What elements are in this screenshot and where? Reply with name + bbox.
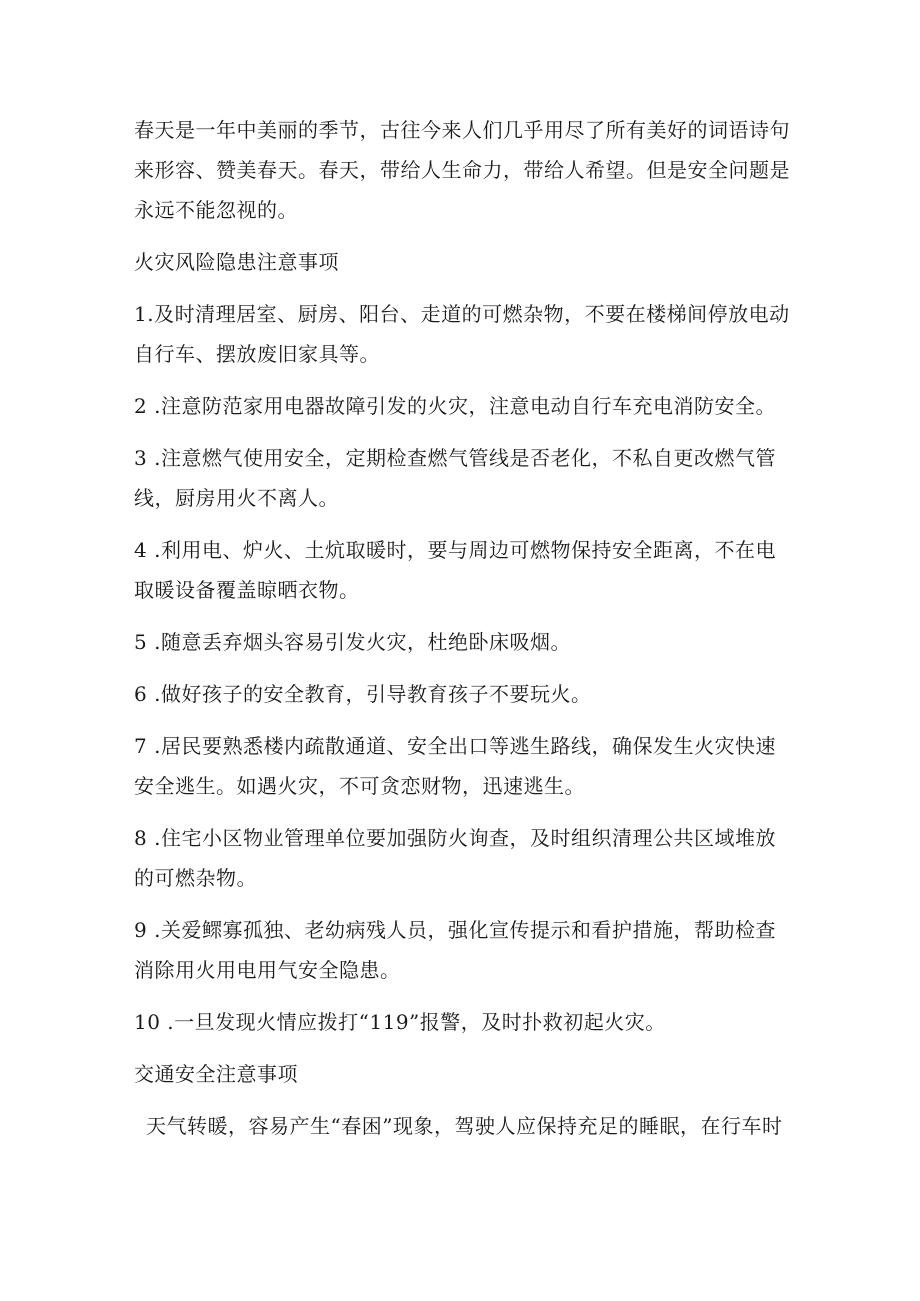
fire-item-6: 6 .做好孩子的安全教育，引导教育孩子不要玩火。 — [134, 682, 592, 706]
fire-item-7: 7 .居民要熟悉楼内疏散通道、安全出口等逃生路线，确保发生火灾快速安全逃生。如遇火灾，不可贪恋财物，迅速逃生。 — [134, 734, 776, 798]
fire-item-5: 5 .随意丢弃烟头容易引发火灾，杜绝卧床吸烟。 — [134, 630, 571, 654]
fire-item-8: 8 .住宅小区物业管理单位要加强防火询查，及时组织清理公共区域堆放的可燃杂物。 — [134, 826, 776, 890]
fire-item-2: 2 .注意防范家用电器故障引发的火灾，注意电动自行车充电消防安全。 — [134, 394, 776, 418]
fire-item-4: 4 .利用电、炉火、土炕取暖时，要与周边可燃物保持安全距离，不在电取暖设备覆盖晾晒衣物。 — [134, 538, 776, 602]
fire-item-1: 1.及时清理居室、厨房、阳台、走道的可燃杂物，不要在楼梯间停放电动自行车、摆放废旧家具等。 — [134, 302, 790, 366]
intro-paragraph: 春天是一年中美丽的季节，古往今来人们几乎用尽了所有美好的词语诗句来形容、赞美春天。春天，带给人生命力，带给人希望。但是安全问题是永远不能忽视的。 — [134, 118, 790, 222]
fire-item-10: 10 .一旦发现火情应拨打“119”报警，及时扑救初起火灾。 — [134, 1010, 666, 1034]
traffic-section-heading: 交通安全注意事项 — [134, 1062, 298, 1086]
fire-section-heading: 火灾风险隐患注意事项 — [134, 250, 339, 274]
fire-item-9: 9 .关爱鳏寡孤独、老幼病残人员，强化宣传提示和看护措施，帮助检查消除用火用电用气安全隐患。 — [134, 918, 776, 982]
traffic-paragraph: 天气转暖，容易产生“春困”现象，驾驶人应保持充足的睡眠，在行车时 — [146, 1114, 783, 1138]
fire-items-list — [134, 294, 790, 1042]
fire-item-3: 3 .注意燃气使用安全，定期检查燃气管线是否老化，不私自更改燃气管线，厨房用火不离人。 — [134, 446, 776, 510]
